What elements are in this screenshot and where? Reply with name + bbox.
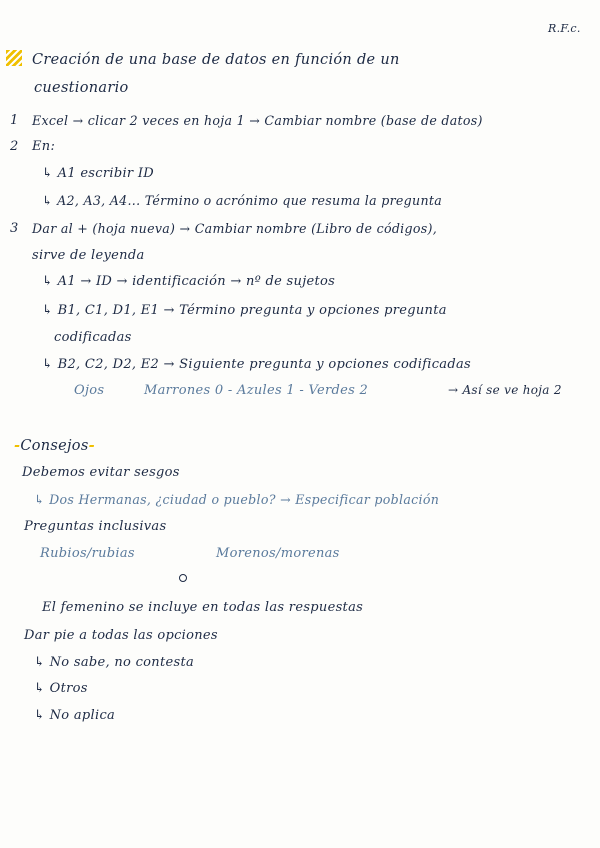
step-text-continued: sirve de leyenda [32, 248, 145, 263]
step-number: 3 [10, 221, 19, 236]
initials: R.F.c. [548, 22, 581, 35]
list-item: ↳ B1, C1, D1, E1 → Término pregunta y opciones pregunta [42, 303, 447, 318]
list-item: ↳ No aplica [34, 708, 116, 723]
example-label: Ojos [74, 383, 105, 398]
tip-example: Morenos/morenas [216, 546, 340, 561]
section-heading-text: Consejos [20, 438, 89, 454]
highlight-dash: - [88, 437, 95, 454]
step-text: Dar al + (hoja nueva) → Cambiar nombre (Libro de códigos), [32, 221, 438, 236]
small-circle-mark [179, 574, 187, 582]
list-item: ↳ No sabe, no contesta [34, 655, 195, 670]
section-heading [14, 437, 95, 454]
step-text: Excel → clicar 2 veces en hoja 1 → Cambiar nombre (base de datos) [32, 113, 483, 128]
list-item: ↳ A1 → ID → identificación → nº de sujetos [42, 274, 336, 289]
tip-example: Rubios/rubias [40, 546, 135, 561]
tip-text: El femenino se incluye en todas las respuestas [42, 600, 364, 615]
list-item: ↳ Otros [34, 681, 88, 696]
step-number: 2 [10, 139, 19, 154]
tip-text: Preguntas inclusivas [24, 519, 167, 534]
highlight-dash: - [14, 437, 21, 454]
list-item: ↳ A1 escribir ID [42, 166, 155, 181]
step-number: 1 [10, 113, 19, 128]
tip-text: Debemos evitar sesgos [22, 465, 180, 480]
highlighter-mark [6, 50, 22, 66]
tip-text: Dar pie a todas las opciones [24, 628, 218, 643]
step-text: En: [32, 139, 56, 154]
tip-example: ↳ Dos Hermanas, ¿ciudad o pueblo? → Especificar población [34, 492, 440, 507]
page-title-line2: cuestionario [34, 80, 129, 96]
list-item: ↳ B2, C2, D2, E2 → Siguiente pregunta y opciones codificadas [42, 357, 471, 372]
list-item: ↳ A2, A3, A4... Término o acrónimo que resuma la pregunta [42, 193, 443, 208]
example-note: → Así se ve hoja 2 [448, 383, 562, 397]
example-values: Marrones 0 - Azules 1 - Verdes 2 [144, 383, 369, 398]
list-item-continued: codificadas [54, 330, 132, 345]
page-title-line1: Creación de una base de datos en función de un [32, 52, 400, 68]
